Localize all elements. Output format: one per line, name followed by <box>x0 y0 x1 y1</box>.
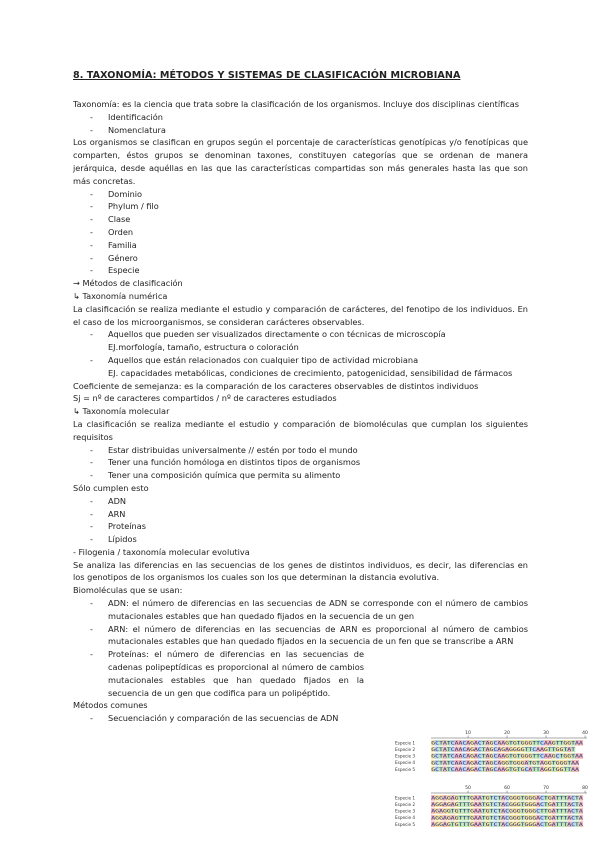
species-label: Especie 4 <box>395 760 416 766</box>
sequence-row: GCTATCAACAGACTAGCAGAGGGGTTCAAGTTGGTAT <box>431 748 534 754</box>
species-label: Especie 2 <box>395 747 416 752</box>
list-item: - Aquellos que pueden ser visualizados directamente o con técnicas de microscopía EJ.morfología, tamaño, estructura o coloración <box>73 328 528 354</box>
sequence-row: GCTATCAACAGACTAGCAAGTGTGGGTTCAAGCTGGTAA <box>431 754 540 760</box>
methods-heading: → Métodos de clasificación <box>73 278 183 289</box>
list-item: - ARN <box>73 508 528 521</box>
sequence-row: AGGAGAGTTTGAATGTCTACGGGTGGGACTGATTTACTA <box>431 803 540 809</box>
list-item: - Especie <box>73 264 528 277</box>
list-item: - Nomenclatura <box>73 124 528 137</box>
formula-line: Sj = nº de caracteres compartidos / nº de caracteres estudiados <box>73 393 337 404</box>
only-meet-line: Sólo cumplen esto <box>73 482 149 493</box>
list-item: - Lípidos <box>73 533 528 546</box>
list-item: - Orden <box>73 226 528 239</box>
phylogeny-heading: - Filogenia / taxonomía molecular evolutiva <box>73 546 250 557</box>
document-page <box>73 70 528 725</box>
disciplines-list <box>73 111 528 137</box>
list-item: - Identificación <box>73 111 528 124</box>
used-list-narrow <box>73 648 528 699</box>
sequence-row: AGGAGTGTTTGAATGTCTACGGGTGGGACTGATTTACTA <box>431 822 540 828</box>
ruler-tick-label: 30 <box>543 731 549 736</box>
sequence-row: AGGAGAGTTTGAATGTCTACGGGTGGGACTGATTTACTA <box>431 796 540 802</box>
requirements-list <box>73 444 528 482</box>
species-label: Especie 2 <box>395 802 416 807</box>
numeric-heading: ↳ Taxonomía numérica <box>73 290 168 301</box>
list-item: - Dominio <box>73 188 528 201</box>
sequence-alignment-figure <box>393 729 593 844</box>
sequence-row: GCTATCAACAGACTAGCAAGTGTGGGTTCAAGTTGGTAA <box>431 741 540 747</box>
sequence-row: GCTATCAACAGACTAGCAAGTGTGCATTAGGTGGTTAA <box>431 767 537 773</box>
ruler-tick-label: 40 <box>582 731 588 736</box>
used-list <box>73 597 528 648</box>
list-item: - ARN: el número de diferencias en las secuencias de ARN es proporcional al número de cambios mutacionales estables que han quedado fijados en la secuencia de un fen que se transcribe a ARN <box>73 623 528 649</box>
common-list <box>73 712 528 725</box>
list-item: - Familia <box>73 239 528 252</box>
groups-paragraph: Los organismos se clasifican en grupos según el porcentaje de características genotípicas y/o fenotípicas que comparten, éstos grupos se denominan taxones, constituyen categorías que se ordenan de manera jerárquica, desde aquéllas en las que las características compartidas son más generales hasta las que son más concretas. <box>73 137 528 186</box>
phylogeny-paragraph: Se analiza las diferencias en las secuencias de los genes de distintos individuos, es decir, las diferencias en los genotipos de los organismos los cuales son los que determinan la distancia evolutiva. <box>73 559 528 583</box>
list-item: - Clase <box>73 213 528 226</box>
page-title: 8. TAXONOMÍA: MÉTODOS Y SISTEMAS DE CLASIFICACIÓN MICROBIANA <box>73 70 461 81</box>
sequence-row: GCTATCAACAGACTAGCAGGTGGGATGTAGGTGGGTAA <box>431 761 537 767</box>
similarity-line: Coeficiente de semejanza: es la comparación de los caracteres observables de distintos individuos <box>73 380 479 391</box>
numeric-paragraph: La clasificación se realiza mediante el estudio y comparación de carácteres, del fenotipo de los individuos. En el caso de los microorganismos, se consideran carácteres observables. <box>73 303 528 327</box>
ruler-tick-label: 10 <box>465 731 471 736</box>
ruler-tick-label: 60 <box>504 786 510 791</box>
example-text: EJ.morfología, tamaño, estructura o coloración <box>108 342 299 353</box>
list-item: - Phylum / filo <box>73 200 528 213</box>
species-label: Especie 3 <box>395 808 416 814</box>
used-heading: Biomoléculas que se usan: <box>73 585 183 596</box>
example-text: EJ. capacidades metabólicas, condiciones de crecimiento, patogenicidad, sensibilidad de fármacos <box>108 367 513 378</box>
numeric-list <box>73 328 528 379</box>
ruler-tick-label: 80 <box>582 786 588 791</box>
species-label: Especie 3 <box>395 753 416 759</box>
list-item: - Secuenciación y comparación de las secuencias de ADN <box>73 712 528 725</box>
list-item: - Proteínas <box>73 520 528 533</box>
sequence-row: AGGAGAGTTTGAATGTCTACGGGTGGGACTGATTTACTA <box>431 816 540 822</box>
molecular-heading: ↳ Taxonomía molecular <box>73 406 170 417</box>
list-item: - ADN: el número de diferencias en las secuencias de ADN se corresponde con el número de cambios mutacionales estables que han quedado fijados en la secuencia de un gen <box>73 597 528 623</box>
molecular-paragraph: La clasificación se realiza mediante el estudio y comparación de biomoléculas que cumplan los siguientes requisitos <box>73 418 528 442</box>
ruler-tick-label: 50 <box>465 786 471 791</box>
common-heading: Métodos comunes <box>73 700 148 711</box>
ranks-list <box>73 188 528 278</box>
list-item: - Aquellos que están relacionados con cualquier tipo de actividad microbiana EJ. capacidades metabólicas, condiciones de crecimiento, patogenicidad, sensibilidad de fármacos <box>73 354 528 380</box>
sequence-row: AGAGGTGTTTGAATGTCTACGGGTGGGCTTGATTTACTA <box>431 809 540 815</box>
species-label: Especie 4 <box>395 815 416 821</box>
list-item: - Proteínas: el número de diferencias en las secuencias de cadenas polipeptídicas es proporcional al número de cambios mutacionales estables que han quedado fijados en la secuencia de un gen que codifica para un polipéptido. <box>73 648 528 699</box>
list-item: - Género <box>73 252 528 265</box>
species-label: Especie 5 <box>395 821 416 827</box>
list-item: - Tener una composición química que permita su alimento <box>73 469 528 482</box>
list-item: - Tener una función homóloga en distintos tipos de organismos <box>73 456 528 469</box>
intro-paragraph: Taxonomía: es la ciencia que trata sobre la clasificación de los organismos. Incluye dos disciplinas científicas <box>73 99 520 109</box>
ruler-tick-label: 70 <box>543 786 549 791</box>
species-label: Especie 1 <box>395 740 416 746</box>
species-label: Especie 5 <box>395 766 416 772</box>
alignment-svg <box>393 729 593 844</box>
ruler-tick-label: 20 <box>504 731 510 736</box>
species-label: Especie 1 <box>395 795 416 801</box>
list-item: - ADN <box>73 495 528 508</box>
list-item: - Estar distribuidas universalmente // estén por todo el mundo <box>73 444 528 457</box>
biomolecules-list <box>73 495 528 546</box>
